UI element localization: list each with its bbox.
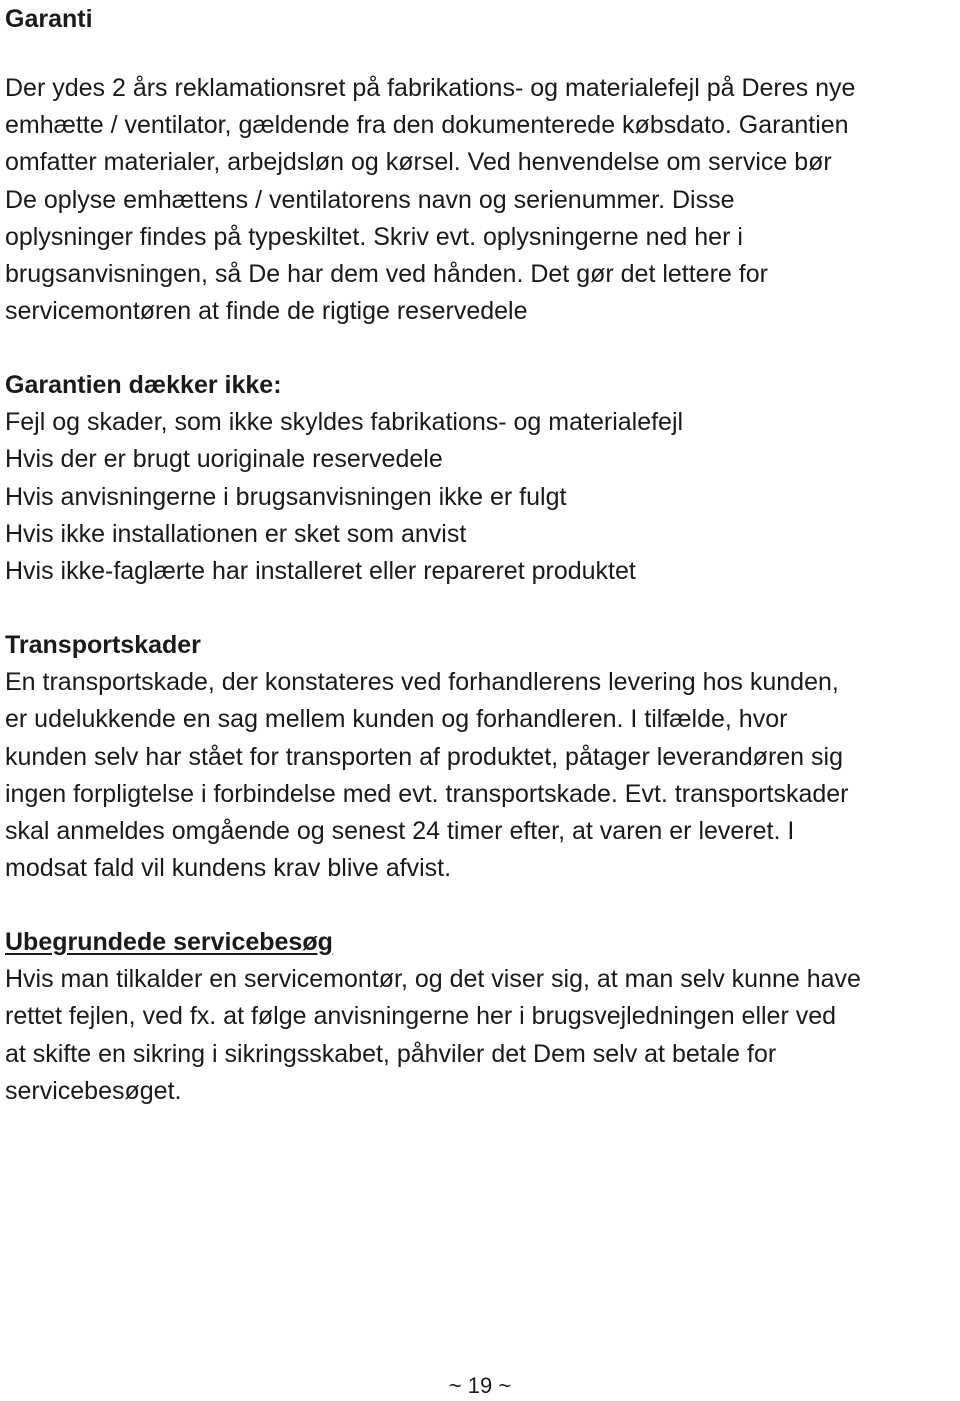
intro-line: Der ydes 2 års reklamationsret på fabrikations- og materialefejl på Deres nye bbox=[5, 74, 856, 102]
intro-line: brugsanvisningen, så De har dem ved hånden. Det gør det lettere for bbox=[5, 260, 768, 289]
unfounded-visit-section bbox=[5, 924, 861, 1110]
unfounded-visit-heading: Ubegrundede servicebesøg bbox=[5, 928, 333, 956]
transport-line: modsat fald vil kundens krav blive afvist. bbox=[5, 854, 452, 883]
intro-line: omfatter materialer, arbejdsløn og kørsel. Ved henvendelse om service bør bbox=[5, 148, 832, 177]
not-covered-item: Hvis der er brugt uoriginale reservedele bbox=[5, 445, 443, 474]
intro-line: oplysninger findes på typeskiltet. Skriv evt. oplysningerne ned her i bbox=[5, 222, 743, 251]
not-covered-item: Hvis anvisningerne i brugsanvisningen ikke er fulgt bbox=[5, 482, 567, 511]
unfounded-visit-line: Hvis man tilkalder en servicemontør, og det viser sig, at man selv kunne have bbox=[5, 965, 861, 994]
intro-line: De oplyse emhættens / ventilatorens navn og serienummer. Disse bbox=[5, 185, 735, 214]
not-covered-item: Hvis ikke installationen er sket som anvist bbox=[5, 519, 467, 548]
page-number: ~ 19 ~ bbox=[448, 1373, 512, 1398]
transport-line: skal anmeldes omgående og senest 24 timer efter, at varen er leveret. I bbox=[5, 817, 795, 846]
not-covered-item: Hvis ikke-faglærte har installeret eller repareret produktet bbox=[5, 557, 636, 586]
not-covered-item: Fejl og skader, som ikke skyldes fabrikations- og materialefejl bbox=[5, 408, 684, 437]
page-title: Garanti bbox=[5, 5, 93, 33]
intro-line: emhætte / ventilator, gældende fra den dokumenterede købsdato. Garantien bbox=[5, 111, 849, 140]
transport-line: En transportskade, der konstateres ved forhandlerens levering hos kunden, bbox=[5, 668, 839, 697]
not-covered-section bbox=[5, 367, 683, 590]
transport-line: kunden selv har stået for transporten af produktet, påtager leverandøren sig bbox=[5, 742, 843, 771]
intro-paragraph bbox=[5, 70, 855, 330]
transport-line: er udelukkende en sag mellem kunden og forhandleren. I tilfælde, hvor bbox=[5, 705, 788, 734]
unfounded-visit-line: at skifte en sikring i sikringsskabet, påhviler det Dem selv at betale for bbox=[5, 1039, 777, 1068]
transport-line: ingen forpligtelse i forbindelse med evt. transportskade. Evt. transportskader bbox=[5, 779, 849, 808]
transport-section bbox=[5, 627, 849, 887]
unfounded-visit-line: rettet fejlen, ved fx. at følge anvisningerne her i brugsvejledningen eller ved bbox=[5, 1002, 837, 1031]
not-covered-heading: Garantien dækker ikke: bbox=[5, 371, 282, 399]
intro-line: servicemontøren at finde de rigtige reservedele bbox=[5, 297, 528, 326]
unfounded-visit-line: servicebesøget. bbox=[5, 1076, 182, 1105]
transport-heading: Transportskader bbox=[5, 631, 201, 659]
